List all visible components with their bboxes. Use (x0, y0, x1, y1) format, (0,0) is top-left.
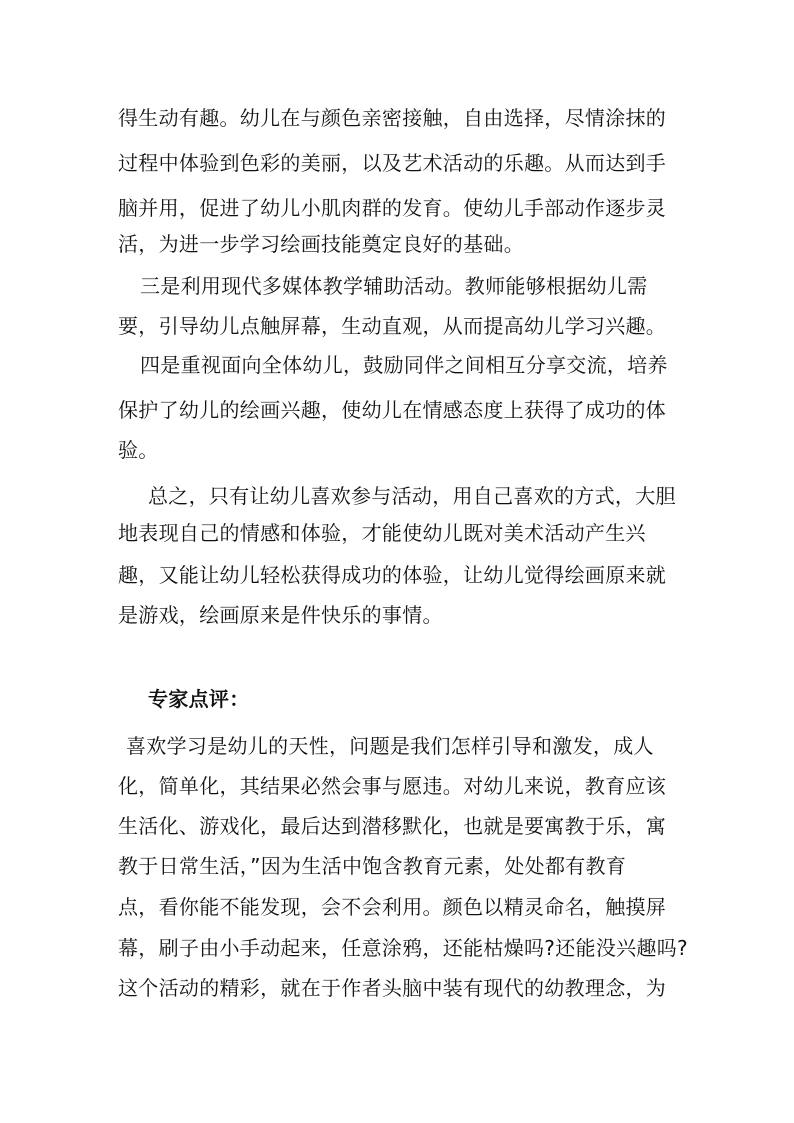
text-line-18: 教于日常生活，”因为生活中饱含教育元素，处处都有教育 (118, 854, 627, 878)
text-line-6: 要，引导幼儿点触屏幕，生动直观，从而提高幼儿学习兴趣。 (118, 314, 667, 338)
text-line-4: 活，为进一步学习绘画技能奠定良好的基础。 (118, 232, 524, 256)
text-line-7: 四是重视面向全体幼儿，鼓励同伴之间相互分享交流，培养 (140, 353, 668, 377)
text-line-1: 得生动有趣。幼儿在与颜色亲密接触，自由选择，尽情涂抹的 (118, 106, 667, 130)
text-line-15: 喜欢学习是幼儿的天性，问题是我们怎样引导和激发，成人 (126, 734, 654, 758)
text-line-10: 总之，只有让幼儿喜欢参与活动，用自己喜欢的方式，大胆 (148, 484, 676, 508)
text-line-8: 保护了幼儿的绘画兴趣，使幼儿在情感态度上获得了成功的体 (118, 398, 667, 422)
text-line-9: 验。 (118, 438, 159, 462)
text-line-17: 生活化、游戏化，最后达到潜移默化，也就是要寓教于乐，寓 (118, 814, 667, 838)
text-line-2: 过程中体验到色彩的美丽，以及艺术活动的乐趣。从而达到手 (118, 151, 667, 175)
text-line-3: 脑并用，促进了幼儿小肌肉群的发育。使幼儿手部动作逐步灵 (118, 196, 667, 220)
text-line-19: 点，看你能不能发现，会不会利用。颜色以精灵命名，触摸屏 (118, 895, 667, 919)
text-line-13: 是游戏，绘画原来是件快乐的事情。 (118, 603, 443, 627)
section-heading: 专家点评： (148, 687, 250, 711)
text-line-11: 地表现自己的情感和体验，才能使幼儿既对美术活动产生兴 (118, 521, 646, 545)
text-line-12: 趣，又能让幼儿轻松获得成功的体验，让幼儿觉得绘画原来就 (118, 563, 667, 587)
text-line-16: 化，简单化，其结果必然会事与愿违。对幼儿来说，教育应该 (118, 774, 667, 798)
text-line-21: 这个活动的精彩，就在于作者头脑中装有现代的幼教理念，为 (118, 976, 667, 1000)
text-line-5: 三是利用现代多媒体教学辅助活动。教师能够根据幼儿需 (140, 274, 648, 298)
text-line-20: 幕，刷子由小手动起来，任意涂鸦，还能枯燥吗?还能没兴趣吗? (118, 936, 688, 960)
